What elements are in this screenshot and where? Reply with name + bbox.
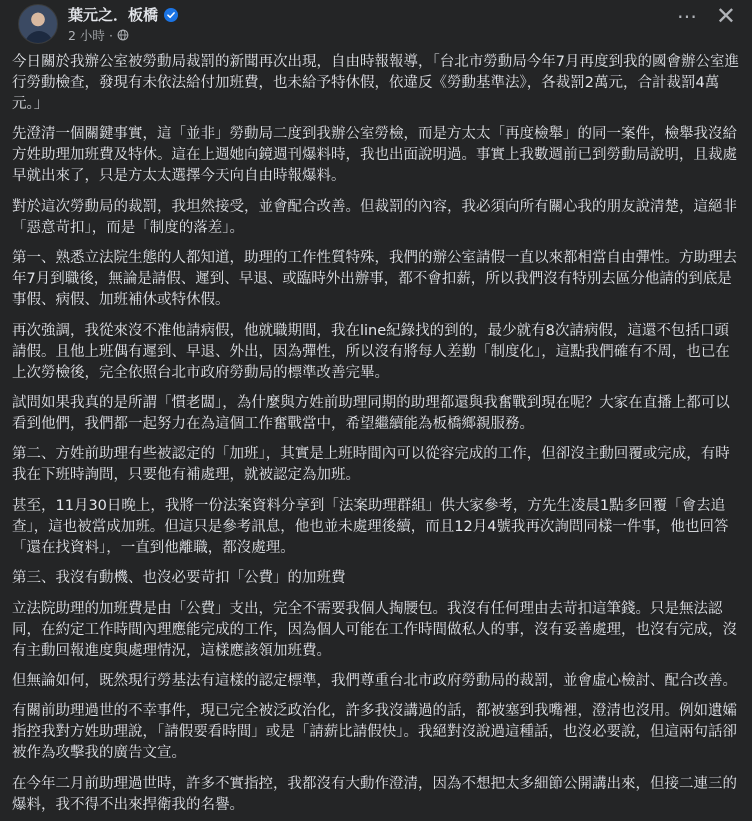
post-paragraph: 今日關於我辦公室被勞動局裁罰的新聞再次出現，自由時報報導，「台北市勞動局今年7月再度到我的國會辦公室進行勞動檢查，發現有未依法給付加班費，也未給予特休假，依違反《勞動基準法》，各裁罰2萬元，合計裁罰4萬元。」 [12,54,739,112]
post-paragraph: 第一、熟悉立法院生態的人都知道，助理的工作性質特殊，我們的辦公室請假一直以來都相當自由彈性。方助理去年7月到職後，無論是請假、遲到、早退、或臨時外出辦事，都不會扣薪，所以我們沒有特別去區分他請的到底是事假、病假、加班補休或特休假。 [12,250,737,309]
post-paragraph: 第三、我沒有動機、也沒必要苛扣「公費」的加班費 [12,570,346,587]
author-name-row [68,4,178,25]
close-icon[interactable]: ✕ [715,2,736,30]
post-paragraph: 立法院助理的加班費是由「公費」支出，完全不需要我個人掏腰包。我沒有任何理由去苛扣這筆錢。只是無法認同，在約定工作時間內理應能完成的工作，因為個人可能在工作時間做私人的事，沒有妥善處理，也沒有完成，沒有主動回報進度與處理情況，這樣應該領加班費。 [12,600,737,659]
verified-badge-icon [164,8,178,22]
post-paragraph: 再次強調，我從來沒不准他請病假，他就職期間，我在line紀錄找的到的，最少就有8次請病假，這還不包括口頭請假。且他上班偶有遲到、早退、外出，因為彈性，所以沒有將每人差勤「制度化」，這點我們確有不周，也已在上次勞檢後，完全依照台北市政府勞動局的標準改善完畢。 [12,322,730,381]
post-paragraph: 對於這次勞動局的裁罰，我坦然接受，並會配合改善。但裁罰的內容，我必須向所有關心我的朋友說清楚，這絕非「惡意苛扣」，而是「制度的落差」。 [12,198,737,236]
post-timestamp[interactable]: 2 小時 [68,28,105,43]
post-meta [68,26,129,44]
post-header [12,0,742,52]
post-paragraph: 有關前助理過世的不幸事件，現已完全被泛政治化，許多我沒講過的話，都被塞到我嘴裡，澄清也沒用。例如遺孀指控我對方姓助理說，「請假要看時間」或是「請薪比請假快」。我絕對沒說過這種話，也沒必要說，但這兩句話卻被作為攻擊我的廣告文宣。 [12,703,737,762]
post-paragraph: 但無論如何，既然現行勞基法有這樣的認定標準，我們尊重台北市政府勞動局的裁罰，並會虛心檢討、配合改善。 [12,672,737,689]
post-paragraph: 甚至，11月30日晚上，我將一份法案資料分享到「法案助理群組」供大家參考，方先生凌晨1點多回覆「會去追查」，這也被當成加班。但這只是參考訊息，他也並未處理後續，而且12月4號我再次詢問同樣一件事，他也回答「還在找資料」，一直到他離職，都沒處理。 [12,497,729,556]
header-actions [676,2,736,30]
globe-icon [117,29,129,41]
author-name[interactable]: 葉元之．板橋 [68,6,159,24]
more-options-icon[interactable]: ⋯ [676,4,698,28]
post-body [12,52,742,816]
post-paragraph: 先澄清一個關鍵事實，這「並非」勞動局二度到我辦公室勞檢，而是方太太「再度檢舉」的同一案件，檢舉我沒給方姓助理加班費及特休。這在上週她向鏡週刊爆料時，我也出面說明過。事實上我數週前已到勞動局說明，且裁處早就出來了，只是方太太選擇今天向自由時報爆料。 [12,126,737,185]
post-paragraph: 試問如果我真的是所謂「慣老闆」，為什麼與方姓前助理同期的助理都還與我奮戰到現在呢？大家在直播上都可以看到他們，我們都一起努力在為這個工作奮戰當中，希望繼續能為板橋鄉親服務。 [12,394,730,432]
meta-separator: · [108,27,113,43]
post-paragraph: 在今年二月前助理過世時，許多不實指控，我都沒有大動作澄清，因為不想把太多細節公開講出來，但接二連三的爆料，我不得不出來捍衛我的名譽。 [12,775,737,813]
post-paragraph: 第二、方姓前助理有些被認定的「加班」，其實是上班時間內可以從容完成的工作，但卻沒主動回覆或完成，有時我在下班時詢問，只要他有補處理，就被認定為加班。 [12,446,730,484]
author-avatar[interactable] [18,4,58,44]
